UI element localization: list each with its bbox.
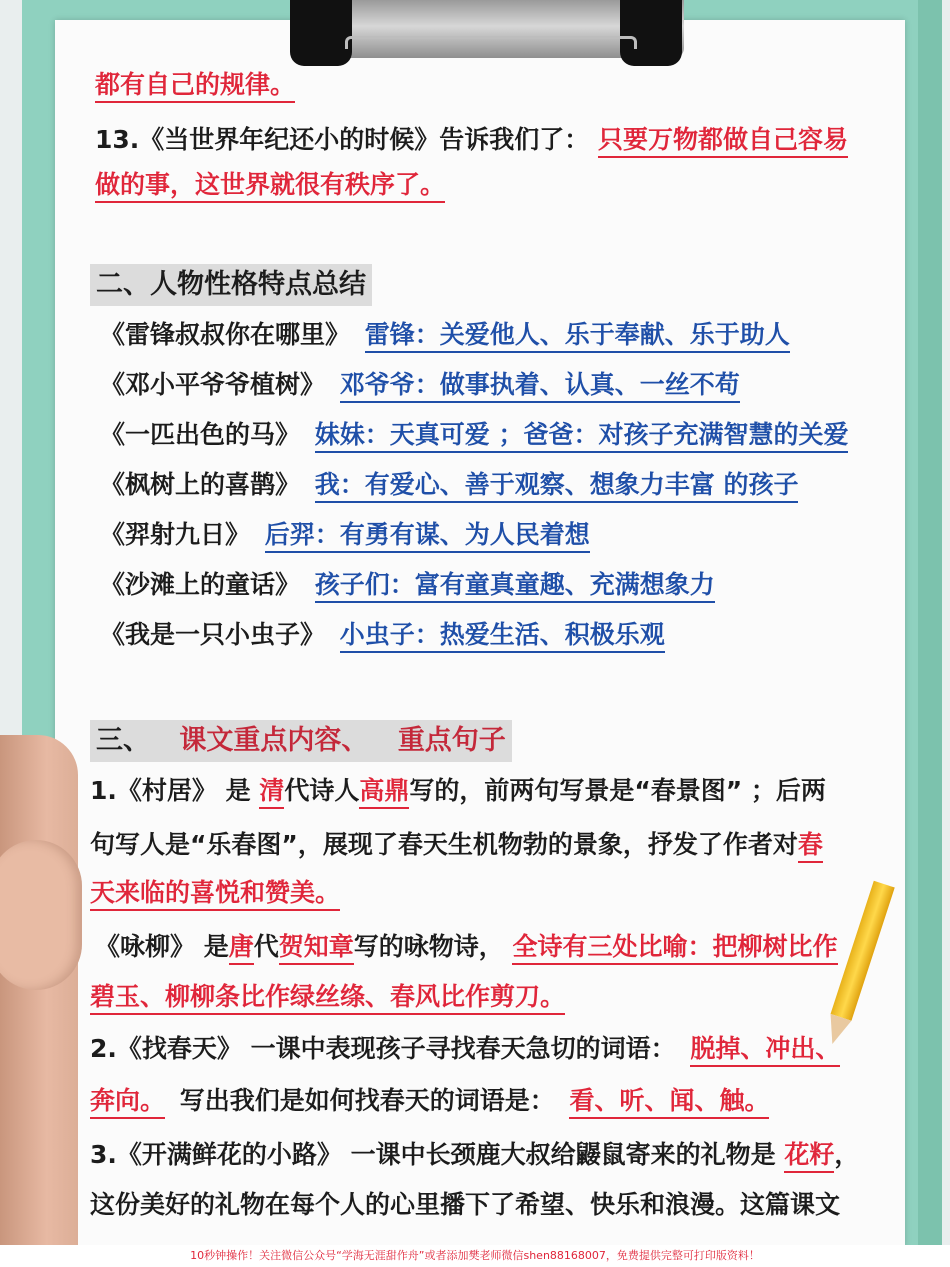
paragraph-cunju-3 (90, 876, 340, 910)
text: 写的，前两句写景是“春景图” ；后两 (409, 776, 826, 805)
text: 1.《村居》 是 (90, 776, 260, 805)
item-13-answer: 只要万物都做自己容易 (598, 125, 848, 158)
clipboard-edge (918, 0, 942, 1267)
lesson-title: 《沙滩上的童话》 (100, 570, 301, 599)
answer-text: 脱掉、冲出、 (690, 1034, 840, 1067)
answer-text: 全诗有三处比喻：把柳树比作 (512, 932, 837, 965)
clip-right-jaw (620, 0, 682, 66)
character-traits: 我：有爱心、善于观察、想象力丰富 的孩子 (315, 470, 799, 503)
lesson-title: 《雷锋叔叔你在哪里》 (100, 320, 351, 349)
character-row (100, 618, 665, 652)
item-13-continued (95, 168, 445, 202)
character-row (100, 368, 740, 402)
line-continuation (95, 68, 295, 102)
paragraph-cunju (90, 774, 826, 808)
answer-text: 看、听、闻、触。 (569, 1086, 769, 1119)
answer-text: 春 (798, 830, 823, 863)
answer-text: 天来临的喜悦和赞美。 (90, 878, 340, 911)
section-3-heading-part: 课文重点内容、 (179, 725, 369, 756)
lesson-title: 《我是一只小虫子》 (100, 620, 326, 649)
character-row (100, 518, 590, 552)
text: 《咏柳》 是 (95, 932, 229, 961)
text: 代诗人 (284, 776, 360, 805)
paragraph-yongliu-2 (90, 980, 565, 1014)
character-traits: 后羿：有勇有谋、为人民着想 (265, 520, 590, 553)
answer-text: 花籽 (784, 1140, 834, 1173)
text: 这份美好的礼物在每个人的心里播下了希望、快乐和浪漫。这篇课文 (90, 1190, 841, 1219)
clip-left-jaw (290, 0, 352, 66)
worksheet-paper (55, 20, 905, 1247)
section-2-heading: 二、人物性格特点总结 (90, 264, 372, 306)
section-3-number: 三、 (96, 725, 150, 756)
item-13-answer-continued: 做的事，这世界就很有秩序了。 (95, 170, 445, 203)
character-row (100, 418, 848, 452)
item-13 (95, 123, 848, 157)
character-traits: 小虫子：热爱生活、积极乐观 (340, 620, 665, 653)
thumb (0, 840, 82, 990)
answer-text: 奔向。 (90, 1086, 165, 1119)
character-row (100, 318, 790, 352)
paragraph-xiaolu-2 (90, 1188, 840, 1222)
paragraph-zhaochuntian-2 (90, 1084, 769, 1118)
character-row (100, 468, 798, 502)
text: 代 (253, 932, 279, 961)
answer-text: 碧玉、柳柳条比作绿丝绦、春风比作剪刀。 (90, 982, 565, 1015)
lesson-title: 《羿射九日》 (100, 520, 251, 549)
answer-poet: 贺知章 (279, 932, 354, 965)
clip-wire (345, 36, 637, 49)
answer-poet: 高鼎 (359, 776, 409, 809)
answer-dynasty: 唐 (229, 932, 254, 965)
paragraph-zhaochuntian (90, 1032, 840, 1066)
hand (0, 735, 78, 1267)
text: 2.《找春天》 一课中表现孩子寻找春天急切的词语： (90, 1034, 676, 1063)
continuation-text: 都有自己的规律。 (95, 70, 295, 103)
footer-banner: 10秒钟操作！关注微信公众号“学海无涯甜作舟”或者添加樊老师微信shen88168007，免费提供完整可打印版资料！ (0, 1245, 950, 1267)
text: ， (834, 1140, 860, 1169)
section-3-heading (90, 720, 512, 762)
answer-dynasty: 清 (259, 776, 284, 809)
item-13-title: 13.《当世界年纪还小的时候》告诉我们了： (95, 125, 590, 154)
lesson-title: 《一匹出色的马》 (100, 420, 301, 449)
text: 3.《开满鲜花的小路》 一课中长颈鹿大叔给鼹鼠寄来的礼物是 (90, 1140, 785, 1169)
text: 写的咏物诗， (353, 932, 513, 961)
paragraph-yongliu (95, 930, 838, 964)
text: 写出我们是如何找春天的词语是： (179, 1086, 555, 1115)
character-traits: 邓爷爷：做事执着、认真、一丝不苟 (340, 370, 740, 403)
character-traits: 孩子们：富有童真童趣、充满想象力 (315, 570, 715, 603)
text: 句写人是“乐春图”，展现了春天生机物勃的景象，抒发了作者对 (90, 830, 798, 859)
lesson-title: 《邓小平爷爷植树》 (100, 370, 326, 399)
paragraph-cunju-2 (90, 828, 823, 862)
section-3-heading-part: 重点句子 (397, 725, 506, 756)
lesson-title: 《枫树上的喜鹊》 (100, 470, 301, 499)
paragraph-xiaolu (90, 1138, 859, 1172)
character-traits: 妹妹：天真可爱 ；爸爸：对孩子充满智慧的关爱 (315, 420, 849, 453)
character-traits: 雷锋：关爱他人、乐于奉献、乐于助人 (365, 320, 790, 353)
character-row (100, 568, 715, 602)
